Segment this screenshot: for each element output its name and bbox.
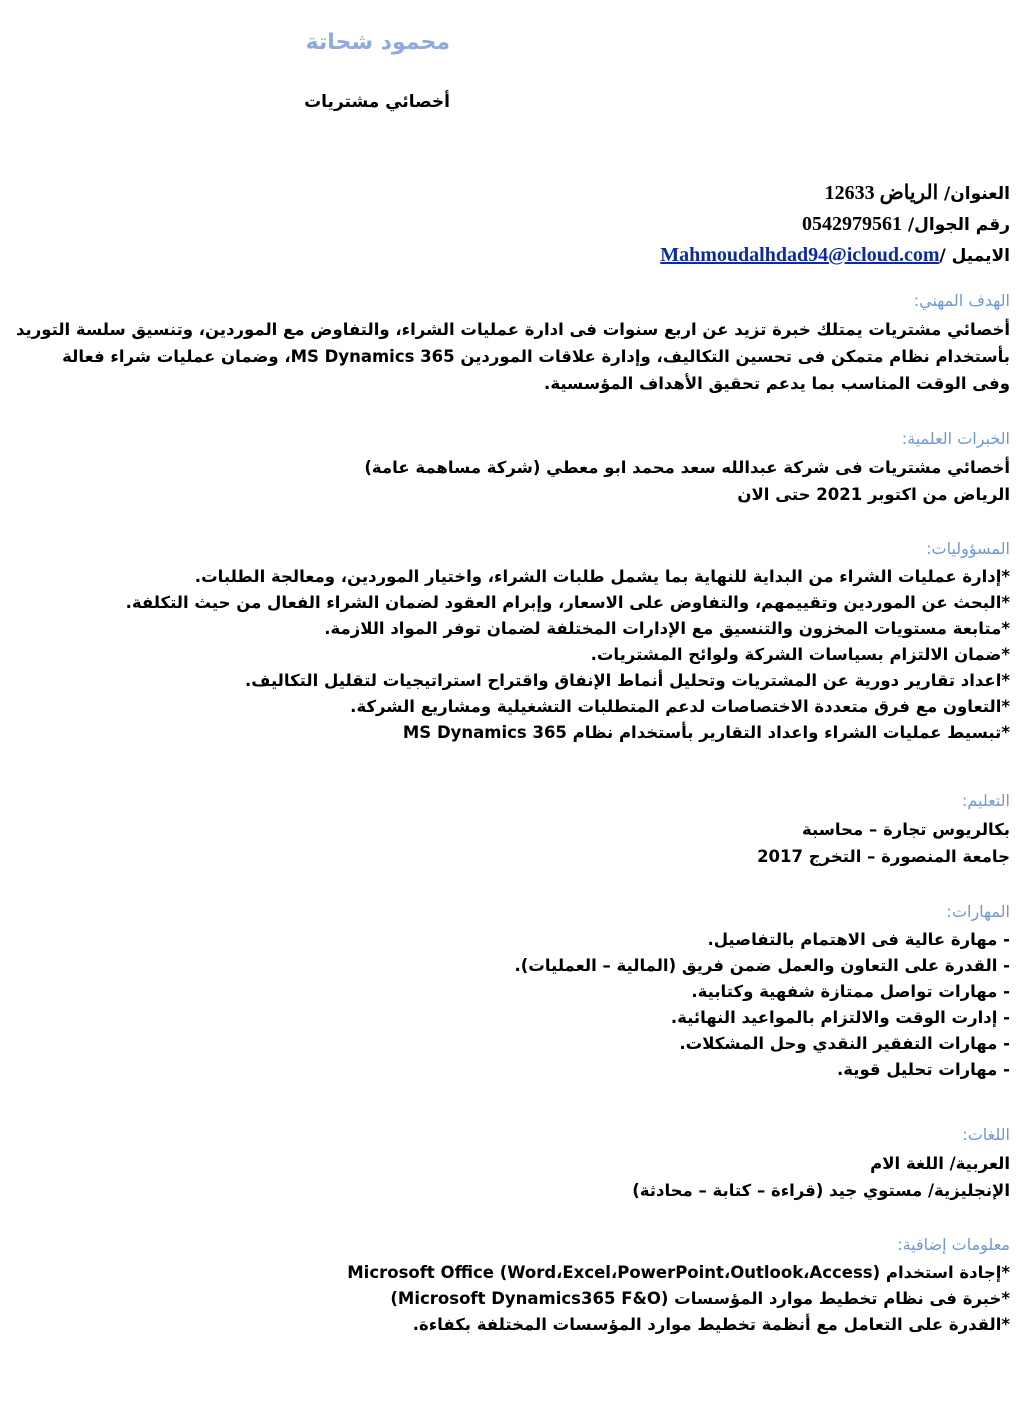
responsibility-item: *إدارة عمليات الشراء من البداية للنهاية بما يشمل طلبات الشراء، واختيار الموردين، ومعالجة الطلبات.	[194, 567, 1010, 586]
experience-heading: الخبرات العلمية:	[901, 429, 1010, 448]
additional-info-section	[10, 1234, 1010, 1338]
objective-line: وفى الوقت المناسب بما يدعم تحقيق الأهداف المؤسسية.	[544, 374, 1010, 393]
additional-info-item: *القدرة على التعامل مع أنظمة تخطيط موارد المؤسسات المختلفة بكفاءة.	[412, 1315, 1010, 1334]
phone-value: 0542979561	[802, 213, 902, 235]
languages-section	[10, 1124, 1010, 1204]
skills-heading: المهارات:	[946, 902, 1010, 921]
objective-line: أخصائي مشتريات يمتلك خبرة تزيد عن اربع سنوات فى ادارة عمليات الشراء، والتفاوض مع الموردين، وتنسيق سلسة التوريد	[16, 320, 1010, 339]
responsibility-item: *البحث عن الموردين وتقييمهم، والتفاوض على الاسعار، وإبرام العقود لضمان الشراء الفعال من حيث التكلفة.	[125, 593, 1010, 612]
skill-item: - مهارات تواصل ممتازة شفهية وكتابية.	[691, 982, 1010, 1001]
phone-label: رقم الجوال/	[902, 215, 1010, 235]
skill-item: - مهارة عالية فى الاهتمام بالتفاصيل.	[707, 930, 1010, 949]
additional-info-item: *إجادة استخدام Microsoft Office (Word،Excel،PowerPoint،Outlook،Access)	[347, 1263, 1010, 1282]
address-row	[310, 178, 1010, 209]
responsibility-item: *تبسيط عمليات الشراء واعداد التقارير بأستخدام نظام MS Dynamics 365	[402, 723, 1010, 742]
phone-row	[310, 209, 1010, 240]
experience-section	[10, 428, 1010, 508]
objective-heading: الهدف المهني:	[913, 291, 1010, 310]
languages-heading: اللغات:	[962, 1125, 1010, 1144]
objective-line: بأستخدام نظام متمكن فى تحسين التكاليف، وإدارة علاقات الموردين MS Dynamics 365، وضمان عمليات شراء فعالة	[62, 347, 1010, 366]
additional-info-heading: معلومات إضافية:	[897, 1235, 1010, 1254]
responsibility-item: *ضمان الالتزام بسياسات الشركة ولوائح المشتريات.	[590, 645, 1010, 664]
address-value: الرياض 12633	[824, 182, 939, 204]
email-link[interactable]: Mahmoudalhdad94@icloud.com	[660, 244, 940, 266]
email-label: الايميل /	[939, 246, 1010, 266]
responsibility-item: *اعداد تقارير دورية عن المشتريات وتحليل أنماط الإنفاق واقتراح استراتيجيات لتقليل التكاليف.	[245, 671, 1010, 690]
responsibilities-heading: المسؤوليات:	[926, 539, 1010, 558]
responsibility-item: *متابعة مستويات المخزون والتنسيق مع الإدارات المختلفة لضمان توفر المواد اللازمة.	[324, 619, 1010, 638]
language-line: الإنجليزية/ مستوي جيد (قراءة – كتابة – محادثة)	[632, 1181, 1010, 1200]
education-line: بكالريوس تجارة – محاسبة	[801, 820, 1010, 839]
skills-section	[10, 901, 1010, 1083]
address-label: العنوان/	[938, 184, 1010, 204]
skill-item: - مهارات التفقير النقدي وحل المشكلات.	[679, 1034, 1010, 1053]
email-row	[310, 240, 1010, 271]
education-section	[10, 790, 1010, 870]
language-line: العربية/ اللغة الام	[870, 1154, 1010, 1173]
experience-line: أخصائي مشتريات فى شركة عبدالله سعد محمد ابو معطي (شركة مساهمة عامة)	[364, 458, 1010, 477]
candidate-name: محمود شحاتة	[305, 30, 450, 55]
objective-section	[10, 290, 1010, 397]
contact-block	[310, 178, 1010, 271]
job-title: أخصائي مشتريات	[304, 92, 450, 112]
skill-item: - إدارت الوقت والالتزام بالمواعيد النهائية.	[670, 1008, 1010, 1027]
responsibility-item: *التعاون مع فرق متعددة الاختصاصات لدعم المتطلبات التشغيلية ومشاريع الشركة.	[350, 697, 1010, 716]
experience-line: الرياض من اكتوبر 2021 حتى الان	[737, 485, 1010, 504]
responsibilities-section	[10, 538, 1010, 746]
additional-info-item: *خبرة فى نظام تخطيط موارد المؤسسات (Microsoft Dynamics365 F&O)	[390, 1289, 1010, 1308]
education-line: جامعة المنصورة – التخرج 2017	[757, 847, 1010, 866]
skill-item: - القدرة على التعاون والعمل ضمن فريق (المالية – العمليات).	[514, 956, 1010, 975]
education-heading: التعليم:	[961, 791, 1010, 810]
skill-item: - مهارات تحليل قوية.	[836, 1060, 1010, 1079]
